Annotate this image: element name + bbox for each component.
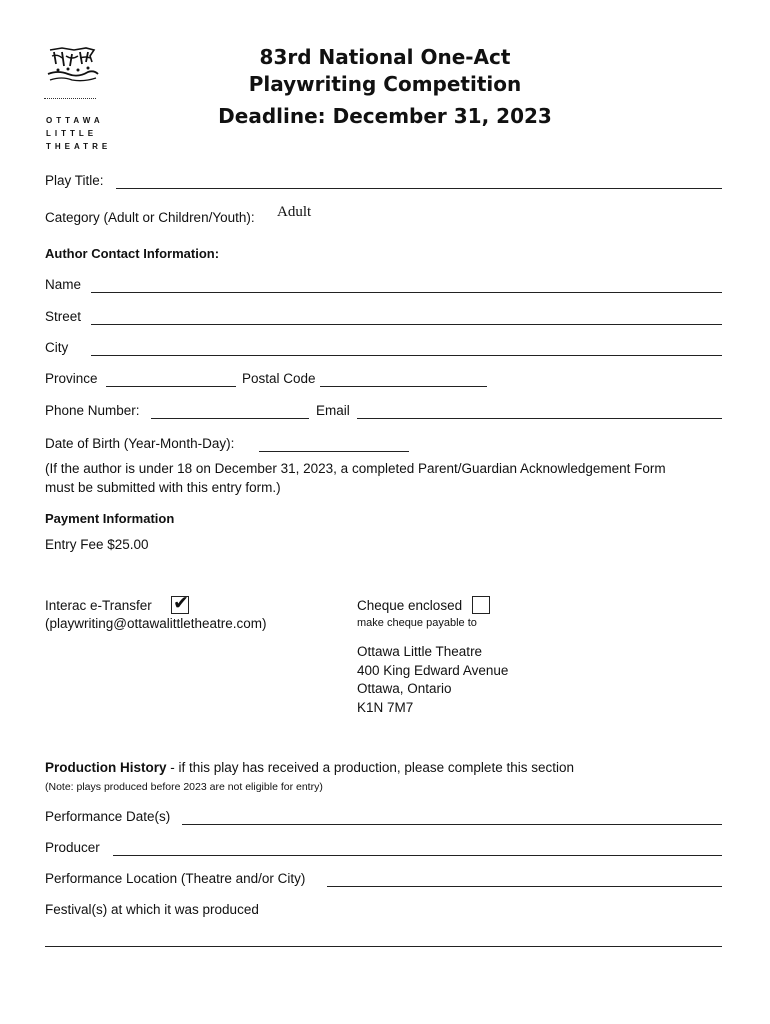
cheque-label: Cheque enclosed	[357, 598, 463, 613]
address-line-2: 400 King Edward Avenue	[357, 662, 509, 678]
city-field[interactable]	[91, 355, 722, 356]
checkmark-icon: ✔	[173, 592, 189, 614]
interac-label: Interac e-Transfer	[45, 598, 152, 613]
logo-line-2: LITTLE	[46, 129, 98, 138]
minor-note-line-1: (If the author is under 18 on December 31, 2023, a completed Parent/Guardian Acknowledgement Form	[45, 461, 666, 476]
production-heading	[45, 760, 574, 776]
production-heading-bold: Production History	[45, 760, 167, 775]
performance-dates-field[interactable]	[182, 824, 722, 825]
producer-label: Producer	[45, 840, 100, 855]
logo-text	[46, 114, 111, 153]
play-title-label: Play Title:	[45, 173, 104, 188]
production-note: (Note: plays produced before 2023 are not eligible for entry)	[45, 781, 323, 793]
mailing-address	[357, 643, 508, 717]
email-label: Email	[316, 403, 350, 418]
category-label: Category (Adult or Children/Youth):	[45, 210, 255, 225]
dob-label: Date of Birth (Year-Month-Day):	[45, 436, 235, 451]
phone-label: Phone Number:	[45, 403, 140, 418]
festival-field[interactable]	[45, 946, 722, 947]
page-title	[200, 44, 570, 134]
province-field[interactable]	[106, 386, 236, 387]
payment-heading: Payment Information	[45, 511, 175, 526]
address-line-3: Ottawa, Ontario	[357, 681, 452, 696]
city-label: City	[45, 340, 69, 355]
cheque-note: make cheque payable to	[357, 617, 477, 629]
province-label: Province	[45, 371, 98, 386]
producer-field[interactable]	[113, 855, 722, 856]
festival-label: Festival(s) at which it was produced	[45, 902, 259, 917]
production-heading-rest: - if this play has received a production, please complete this section	[166, 760, 574, 775]
title-line-3: Deadline: December 31, 2023	[218, 104, 552, 128]
performance-location-field[interactable]	[327, 886, 722, 887]
title-line-2: Playwriting Competition	[248, 72, 522, 96]
performance-dates-label: Performance Date(s)	[45, 809, 171, 824]
phone-field[interactable]	[151, 418, 309, 419]
street-label: Street	[45, 309, 82, 324]
play-title-field[interactable]	[116, 188, 722, 189]
name-label: Name	[45, 277, 82, 292]
title-line-1: 83rd National One-Act	[259, 45, 511, 69]
theatre-logo	[44, 44, 112, 154]
logo-divider	[44, 98, 96, 99]
logo-line-1: OTTAWA	[46, 116, 104, 125]
category-value[interactable]: Adult	[277, 204, 312, 220]
address-line-4: K1N 7M7	[357, 699, 414, 715]
minor-note-line-2: must be submitted with this entry form.)	[45, 480, 281, 495]
interac-email: (playwriting@ottawalittletheatre.com)	[45, 616, 267, 631]
name-field[interactable]	[91, 292, 722, 293]
interac-checkbox[interactable]	[171, 592, 189, 614]
logo-line-3: THEATRE	[46, 142, 112, 151]
entry-fee: Entry Fee $25.00	[45, 537, 149, 552]
street-field[interactable]	[91, 324, 722, 325]
postal-code-label: Postal Code	[242, 371, 316, 386]
theatre-logo-icon	[44, 44, 100, 100]
performance-location-label: Performance Location (Theatre and/or City)	[45, 871, 306, 886]
postal-code-field[interactable]	[320, 386, 487, 387]
email-field[interactable]	[357, 418, 722, 419]
cheque-checkbox[interactable]	[472, 596, 490, 614]
author-section-heading: Author Contact Information:	[45, 246, 220, 261]
address-line-1: Ottawa Little Theatre	[357, 644, 483, 659]
dob-field[interactable]	[259, 451, 409, 452]
